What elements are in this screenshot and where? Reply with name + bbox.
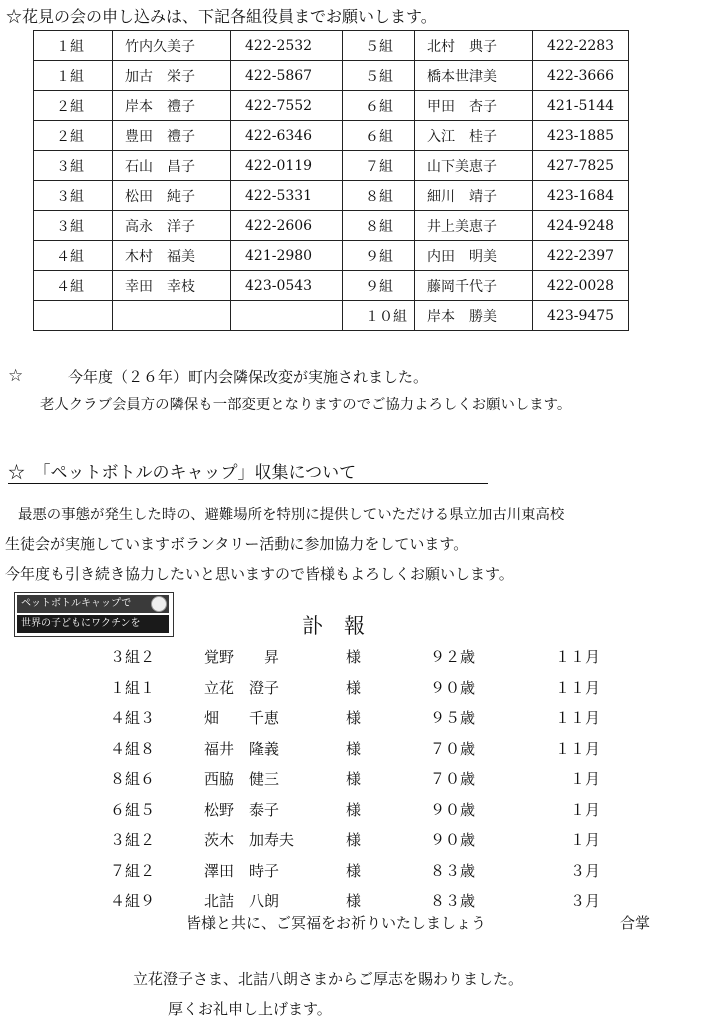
obituary-name: 立花 澄子: [204, 678, 280, 697]
obituary-honorific: 様: [346, 739, 362, 758]
name-cell: 松田 純子: [113, 181, 231, 211]
table-row: [34, 301, 629, 331]
obituary-group: ８組６: [110, 770, 156, 788]
table-row: [34, 241, 629, 271]
obituary-prayer: 皆様と共に、ご冥福をお祈りいたしましょう: [186, 914, 487, 932]
contact-table: [33, 30, 629, 331]
group-cell: ２組: [34, 91, 113, 121]
badge-line-2: 世界の子どもにワクチンを: [17, 615, 169, 633]
obituary-age: ７０歳: [430, 739, 476, 758]
obituary-name: 西脇 健三: [204, 770, 280, 788]
pet-heading: ☆ 「ペットボトルのキャップ」収集について: [8, 458, 488, 484]
table-row: [34, 181, 629, 211]
obituary-group: ４組３: [110, 709, 156, 727]
group-cell: ６組: [343, 91, 415, 121]
phone-cell: 422-2532: [231, 31, 343, 61]
welfare-star: ☆: [8, 366, 24, 386]
obituary-month: １月: [569, 800, 600, 819]
obituary-group: ４組８: [110, 739, 156, 758]
group-cell: １組: [34, 31, 113, 61]
obituary-honorific: 様: [346, 861, 362, 880]
pet-line-1: 最悪の事態が発生した時の、避難場所を特別に提供していただける県立加古川東高校: [18, 507, 565, 523]
obituary-group: ４組９: [110, 892, 156, 910]
obituary-honorific: 様: [346, 831, 362, 849]
table-row: [34, 211, 629, 241]
group-cell: １０組: [343, 301, 415, 331]
obituary-age: ９５歳: [430, 709, 476, 727]
obituary-age: ９０歳: [430, 831, 476, 849]
phone-cell: 422-2283: [533, 31, 629, 61]
phone-cell: 424-9248: [533, 211, 629, 241]
name-cell: 岸本 禮子: [113, 91, 231, 121]
obituary-age: ８３歳: [430, 892, 476, 910]
phone-cell: 422-0119: [231, 151, 343, 181]
group-cell: ８組: [343, 181, 415, 211]
obituary-group: ６組５: [110, 800, 156, 819]
name-cell: 入江 桂子: [415, 121, 533, 151]
pet-cap-badge: [14, 592, 174, 637]
obituary-honorific: 様: [346, 678, 362, 697]
group-cell: ６組: [343, 121, 415, 151]
name-cell: 内田 明美: [415, 241, 533, 271]
name-cell: 北村 典子: [415, 31, 533, 61]
phone-cell: 423-0543: [231, 271, 343, 301]
obituary-age: ７０歳: [430, 770, 476, 788]
obituary-name: 松野 泰子: [204, 800, 280, 819]
name-cell: 高永 洋子: [113, 211, 231, 241]
name-cell: 井上美恵子: [415, 211, 533, 241]
phone-cell: 421-5144: [533, 91, 629, 121]
obituary-age: ９２歳: [430, 648, 476, 666]
obituary-name: 畑 千恵: [204, 709, 280, 727]
obituary-group: ３組２: [110, 648, 156, 666]
obituary-gassho: 合掌: [620, 914, 651, 932]
group-cell: ２組: [34, 121, 113, 151]
badge-line-1: ペットボトルキャップで: [17, 595, 169, 613]
obituary-month: １１月: [554, 648, 600, 666]
hanami-notice: ☆花見の会の申し込みは、下記各組役員までお願いします。: [6, 7, 437, 26]
phone-cell: 422-5867: [231, 61, 343, 91]
obituary-age: ８３歳: [430, 861, 476, 880]
welfare-line-1: 今年度（２６年）町内会隣保改変が実施されました。: [68, 368, 429, 386]
group-cell: ４組: [34, 241, 113, 271]
name-cell: 幸田 幸枝: [113, 271, 231, 301]
obituary-honorific: 様: [346, 648, 362, 666]
obituary-name: 覚野 昇: [204, 648, 280, 666]
group-cell: １組: [34, 61, 113, 91]
name-cell: 山下美恵子: [415, 151, 533, 181]
pet-line-2: 生徒会が実施していますボランタリー活動に参加協力をしています。: [5, 535, 469, 553]
group-cell: ４組: [34, 271, 113, 301]
obituary-honorific: 様: [346, 892, 362, 910]
name-cell: 石山 昌子: [113, 151, 231, 181]
group-cell: [34, 301, 113, 331]
group-cell: ５組: [343, 61, 415, 91]
phone-cell: [231, 301, 343, 331]
table-row: [34, 31, 629, 61]
obituary-month: １月: [569, 770, 600, 788]
obituary-month: ３月: [569, 892, 600, 910]
phone-cell: 423-1885: [533, 121, 629, 151]
phone-cell: 422-6346: [231, 121, 343, 151]
obituary-age: ９０歳: [430, 678, 476, 697]
obituary-name: 北詰 八朗: [204, 892, 280, 910]
name-cell: 加古 栄子: [113, 61, 231, 91]
name-cell: 豊田 禮子: [113, 121, 231, 151]
group-cell: ３組: [34, 151, 113, 181]
obituary-honorific: 様: [346, 770, 362, 788]
group-cell: ９組: [343, 241, 415, 271]
obituary-group: ７組２: [110, 861, 156, 880]
table-row: [34, 121, 629, 151]
obituary-age: ９０歳: [430, 800, 476, 819]
group-cell: ５組: [343, 31, 415, 61]
name-cell: 藤岡千代子: [415, 271, 533, 301]
obituary-name: 茨木 加寿夫: [204, 831, 295, 849]
welfare-line-2: 老人クラブ会員方の隣保も一部変更となりますのでご協力よろしくお願いします。: [40, 397, 572, 413]
name-cell: [113, 301, 231, 331]
phone-cell: 422-2606: [231, 211, 343, 241]
phone-cell: 421-2980: [231, 241, 343, 271]
table-row: [34, 271, 629, 301]
obituary-month: ３月: [569, 861, 600, 880]
phone-cell: 422-2397: [533, 241, 629, 271]
phone-cell: 423-9475: [533, 301, 629, 331]
group-cell: ３組: [34, 211, 113, 241]
phone-cell: 422-0028: [533, 271, 629, 301]
name-cell: 橋本世津美: [415, 61, 533, 91]
name-cell: 木村 福美: [113, 241, 231, 271]
obituary-title: 訃 報: [302, 614, 365, 638]
obituary-name: 福井 隆義: [204, 739, 280, 758]
obituary-group: １組１: [110, 678, 156, 697]
phone-cell: 422-3666: [533, 61, 629, 91]
group-cell: ３組: [34, 181, 113, 211]
group-cell: ９組: [343, 271, 415, 301]
obituary-month: １月: [569, 831, 600, 849]
group-cell: ８組: [343, 211, 415, 241]
table-row: [34, 91, 629, 121]
bottle-cap-icon: [151, 596, 167, 612]
pet-line-3: 今年度も引き続き協力したいと思いますので皆様もよろしくお願いします。: [5, 565, 514, 583]
table-row: [34, 61, 629, 91]
obituary-name: 澤田 時子: [204, 861, 280, 880]
obituary-month: １１月: [554, 739, 600, 758]
obituary-honorific: 様: [346, 709, 362, 727]
phone-cell: 423-1684: [533, 181, 629, 211]
name-cell: 甲田 杏子: [415, 91, 533, 121]
thanks-line-1: 立花澄子さま、北詰八朗さまからご厚志を賜わりました。: [133, 970, 524, 988]
name-cell: 竹内久美子: [113, 31, 231, 61]
thanks-line-2: 厚くお礼申し上げます。: [168, 1000, 332, 1018]
obituary-month: １１月: [554, 709, 600, 727]
phone-cell: 422-7552: [231, 91, 343, 121]
name-cell: 細川 靖子: [415, 181, 533, 211]
name-cell: 岸本 勝美: [415, 301, 533, 331]
table-row: [34, 151, 629, 181]
obituary-month: １１月: [554, 678, 600, 697]
phone-cell: 422-5331: [231, 181, 343, 211]
obituary-group: ３組２: [110, 831, 156, 849]
group-cell: ７組: [343, 151, 415, 181]
phone-cell: 427-7825: [533, 151, 629, 181]
obituary-honorific: 様: [346, 800, 362, 819]
